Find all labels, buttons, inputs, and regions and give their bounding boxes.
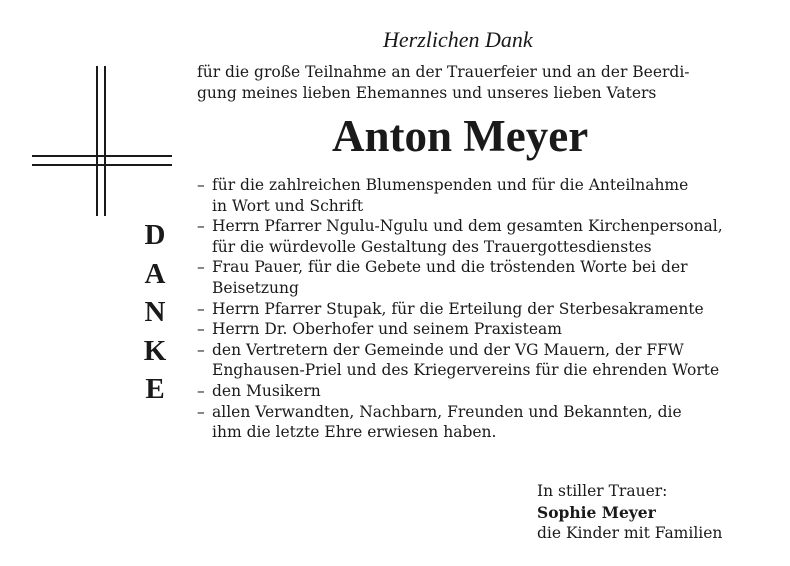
dash-bullet: – [197, 217, 205, 236]
intro-line: gung meines lieben Ehemannes und unseres lieben Vaters [197, 84, 657, 102]
deceased-name: Anton Meyer [332, 111, 589, 161]
danke-letter: E [145, 373, 165, 405]
signature-block [537, 481, 722, 544]
thanks-item [197, 257, 767, 298]
closing-line: In stiller Trauer: [537, 482, 668, 500]
thanks-line: für die zahlreichen Blumenspenden und für die Anteilnahme [212, 176, 689, 194]
danke-vertical-text [138, 216, 172, 409]
intro-text [197, 62, 777, 104]
dash-bullet: – [197, 320, 205, 339]
danke-letter: A [144, 257, 166, 290]
thanks-line: den Vertretern der Gemeinde und der VG Mauern, der FFW [212, 340, 684, 359]
thanks-list [197, 175, 767, 443]
thanks-item [197, 299, 767, 320]
thanks-item [197, 402, 767, 443]
dash-bullet: – [197, 258, 205, 277]
intro-line: für die große Teilnahme an der Trauerfeier und an der Beerdi- [197, 63, 690, 81]
thanks-item [197, 381, 767, 402]
thanks-line: Herrn Pfarrer Ngulu-Ngulu und dem gesamten Kirchenpersonal, [212, 217, 723, 236]
danke-letter: N [144, 296, 166, 328]
thanks-line: Beisetzung [212, 278, 299, 297]
thanks-line: für die würdevolle Gestaltung des Trauergottesdienstes [212, 237, 652, 256]
thanks-item [197, 175, 767, 216]
cross-icon [32, 66, 172, 216]
danke-letter: K [143, 334, 167, 367]
thanks-line: in Wort und Schrift [212, 196, 364, 215]
thanks-line: Herrn Dr. Oberhofer und seinem Praxisteam [212, 320, 562, 339]
dash-bullet: – [197, 402, 205, 421]
thanks-item [197, 319, 767, 340]
thanks-line: Herrn Pfarrer Stupak, für die Erteilung der Sterbesakramente [212, 299, 704, 318]
dash-bullet: – [197, 299, 205, 318]
heading: Herzlichen Dank [383, 27, 533, 52]
dash-bullet: – [197, 381, 205, 400]
thanks-line: allen Verwandten, Nachbarn, Freunden und Bekannten, die [212, 402, 682, 421]
thanks-item [197, 340, 767, 381]
thanks-line: ihm die letzte Ehre erwiesen haben. [212, 423, 497, 442]
danke-letter: D [144, 219, 166, 251]
thanks-line: den Musikern [212, 381, 321, 400]
dash-bullet: – [197, 176, 205, 194]
thanks-line: Enghausen-Priel und des Kriegervereins für die ehrenden Worte [212, 361, 720, 380]
signer-name: Sophie Meyer [537, 503, 656, 522]
thanks-item [197, 216, 767, 257]
family-line: die Kinder mit Familien [537, 524, 723, 542]
dash-bullet: – [197, 340, 205, 359]
thanks-line: Frau Pauer, für die Gebete und die tröstenden Worte bei der [212, 258, 688, 277]
